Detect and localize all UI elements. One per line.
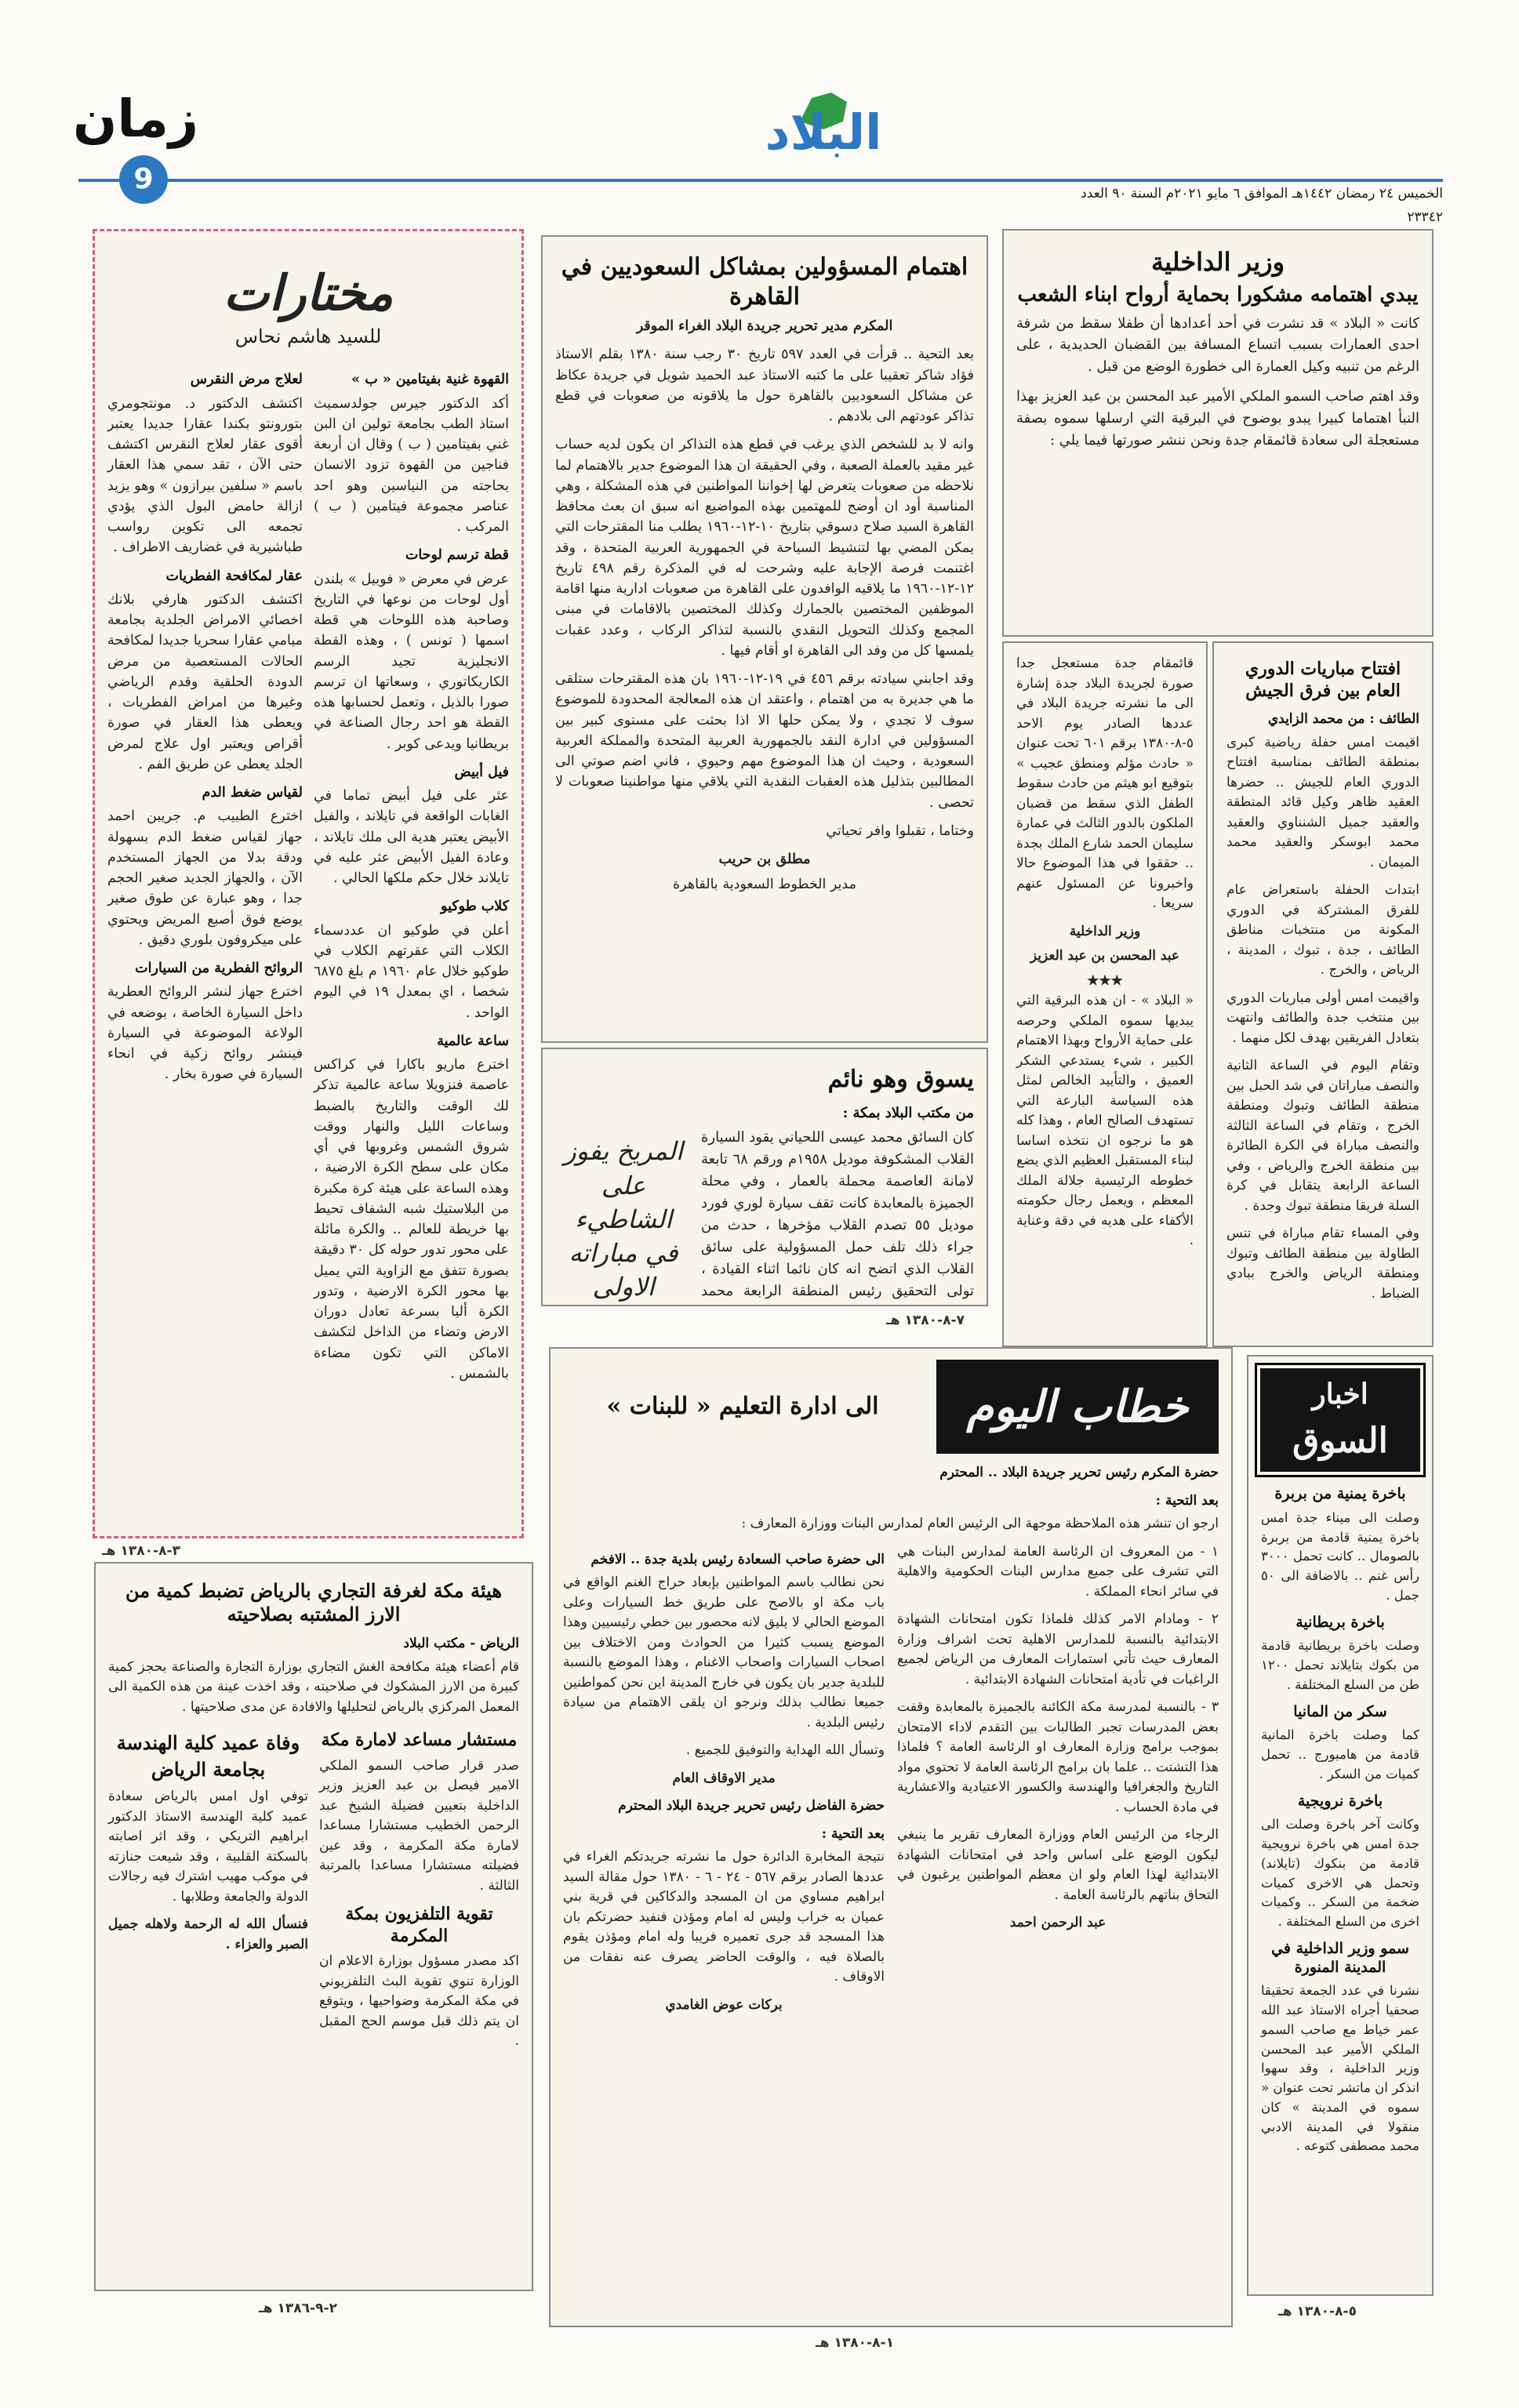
mukhtarat-title: مختارات [223, 264, 394, 321]
chamber-col-2: مستشار مساعد لامارة مكة صدر قرار صاحب السمو الملكي الامير فيصل بن عبد العزيز وزير الداخلية بتعيين فضيلة الشيخ عبد الرحمن الخطيب مستشارا مساعدا لامارة مكة المكرمة ، وقد عين فضيلته مستشارا مساعدا بالمرتبة الثالثة . تقوية التلفزيون بمكة المكرمة اكد مصدر مسؤول بوزارة الاعلام ان الوزارة تنوي تقوية البث التلفزيوني في مكة المكرمة وضواحيها ، ويتوقع ان يتم ذلك قبل موسم الحج المقبل . [319, 1730, 519, 2049]
market-banner: اخبار السوق [1255, 1363, 1426, 1477]
market-item: سمو وزير الداخلية في المدينة المنورة نشرنا في عدد الجمعة تحقيقا صحفيا أجراه الاستاذ عبد الله عمر خياط مع صاحب السمو الملكي الأمير عبد المحسن وزير الداخلية ، وقد سهوا انذكر ان ماتشر تحت عنوان « سموه في المدينة » كان منقولا في المدينة الادبي محمد مصطفى كتوعه . [1261, 1939, 1419, 2154]
logo-text: البلاد [765, 104, 882, 161]
mukhtarat-right [314, 361, 509, 1392]
market-item: باخرة بريطانية وصلت باخرة بريطانية قادمة من بكوك بتايلاند تحمل ١٢٠٠ طن من السلع المختلفة . [1261, 1613, 1419, 1692]
date-bottom-mid: ١-٨-١٣٨٠ هـ [816, 2335, 894, 2351]
cairo-article: اهتمام المسؤولين بمشاكل السعوديين في القاهرة المكرم مدير تحرير جريدة البلاد الغراء الموقر بعد التحية .. قرأت في العدد ٥٩٧ تاريخ ٣٠ رجب سنة ١٣٨٠ بقلم الاستاذ فؤاد شاكر تعقيبا على ما كتبه الاستاذ عبد الحميد شويل في جريدة عكاظ عن مشاكل السعوديين بالقاهرة حول ما يلاقونه من صعوبات في قطع تذاكر عودتهم الى بلادهم . وانه لا بد للشخص الذي يرغب في قطع هذه التذاكر ان يكون لديه حساب غير مقيد بالعملة الصعبة ، وفي الحقيقة ان هذا الموضوع جدير بالاهتمام لما نلاحظه من صعوبات يتعرض لها إخواننا المواطنين في هذه المشكلة ، وهي المناسبة أود ان أوضح للمهتمين بهذه المواضيع انه سبق ان بعث محافظ القاهرة السيد صلاح دسوقي بتاريخ ١٠-١٢-١٩٦٠ يطلب منا المقترحات التي يمكن المضي بها لتنشيط السياحة في الجمهورية العربية المتحدة ، وقد اغتنمت فرصة الإجابة عليه وشرحت له في المذكرة رقم ٤٩٨ تاريخ ١٢-١٢-١٩٦٠ ما يلاقيه الوافدون على القاهرة من صعوبات ادارية منها اقامة الموظفين المختصين بالجمارك وكذلك المختصين بالاقامات في مبنى المجمع وكذلك التحويل النقدي بالنسبة لتذاكر الركاب ، وعدد عقبات يلمسها كل من وفد الى القاهرة او أقام فيها . وقد اجابني سيادته برقم ٤٥٦ في ١٩-١٢-١٩٦٠ بان هذه المقترحات ستلقى ما هي جديرة به من اهتمام ، واعتقد ان هذه المعالجة المحدودة للموضوع سوف لا تجدي ، ولا يمكن حلها الا اذا بحثت على مستوى كبير بين المسؤولين في ادارة النقد بالجمهورية العربية المتحدة والمملكة العربية السعودية ، وحيث ان هذا الموضوع مهم وحيوي ، فاني اضم صوتي الى المطالبين بتذليل هذه العقبات النقدية التي يلاقي منها مواطنينا صعوبات لا تحصى . وختاما ، تقبلوا وافر تحياتي مطلق بن حريب مدير الخطوط السعودية بالقاهرة [541, 235, 988, 1043]
mk-item: لعلاج مرض النقرس اكتشف الدكتور د. مونتجومري بتورونتو بكندا عقارا جديدا يعتبر أقوى عقار لعلاج النقرس اكتشف حتى الآن ، تقد سمي هذا العقار باسم « سلفين بيرازون » وهو يزيد ازالة حامض البول الذي يؤدي تجمعه الى تكوين رواسب طباشيرية في غضاريف الاطراف . [107, 372, 303, 556]
date-bottom-left: ٢-٩-١٣٨٦ هـ [259, 2301, 337, 2316]
header-dateline: الخميس ٢٤ رمضان ١٤٤٢هـ الموافق ٦ مايو ٢٠٢١م السنة ٩٠ العدد ٢٣٣٤٢ [1081, 186, 1443, 225]
cairo-signature-title: مدير الخطوط السعودية بالقاهرة [673, 877, 856, 893]
wafat-box: وفاة عميد كلية الهندسة بجامعة الرياض توفي اول امس بالرياض سعادة عميد كلية الهندسة الاستاذ الدكتور ابراهيم التريكي ، وقد اثر اصابته بالسكتة القلبية ، وقد شيعت جنازته في موكب مهيب اشترك فيه رجالات الدولة والجامعة وطلابها . فنسأل الله له الرحمة ولاهله جميل الصبر والعزاء . [108, 1731, 308, 1952]
sleep-driver-article: يسوق وهو نائم من مكتب البلاد بمكة : كان السائق محمد عيسى اللحياني يقود السيارة القلاب المشكوفة موديل ١٩٥٨م ورقم ٦٨ تابعة لامانة العاصمة محملة بالعمار ، وفي محلة الجميزة بالمعابدة كانت تقف سيارة لوري فورد موديل ٥٥ تصدم القلاب مؤخرها ، حدث من جراء ذلك تلف حمل المسؤولية على سائق القلاب الذي اتضح انه كان نائما اثناء القيادة ، تولى التحقيق رئيس المنطقة الرابعة محمد المريخ يفوز على الشاطيء في مباراته الاولى [541, 1048, 988, 1306]
newspaper-logo [737, 86, 910, 165]
mk-item: قطة ترسم لوحات عرض في معرض « فوبيل » بلندن أول لوحات من نوعها في التاريخ وصاحبة هذه اللوحات هي قطة اسمها ( تونس ) ، وهذه القطة الانجليزية تجيد الرسم الكاريكاتوري ، وسعاتها ان ترسم صورا بالذيل ، وتعمل لحسابها هذه القطة هو احد رجال الصناعة في بريطانيا ويدعى كوبر . [314, 547, 509, 752]
page-number-badge: 9 [119, 155, 168, 204]
mukhtarat-left [107, 361, 303, 1392]
sports-date: ٧-٨-١٣٨٠ هـ [886, 1313, 965, 1328]
market-item: سكر من المانيا كما وصلت باخرة المانية قادمة من هامبورج .. تحمل كميات من السكر . [1261, 1702, 1419, 1781]
khitab-title: الى ادارة التعليم « للبنات » [606, 1393, 879, 1421]
sports-title: افتتاح مباريات الدوري العام بين فرق الجيش [1245, 659, 1401, 701]
khitab-col-1: ١ - من المعروف ان الرئاسة العامة لمدارس البنات هي التي تشرف على جميع مدارس البنات الحكومية والاهلية في سائر انحاء المملكة . ٢ - ومادام الامر كذلك فلماذا تكون امتحانات الشهادة الابتدائية بالنسبة للمدارس الاهلية تحت اشراف وزارة المعارف حيث تأتي استمارات المعارف من الرياض لجميع الراغبات في تأدية امتحانات الشهادة الابتدائية . ٣ - بالنسبة لمدرسة مكة الكائنة بالجميزة بالمعابدة وقفت بعض المدرسات تجبر الطالبات بين التقدم لاداء الامتحان بموجب برامج وزارة المعارف او الرئاسة العامة ؟ فلماذا هذا التشتت .. علما بان برامج الرئاسة العامة لا تحتوي مواد التاريخ والجغرافيا والهندسة والكسور الاعتيادية والاعشارية في مادة الحساب . الرجاء من الرئيس العام ووزارة المعارف تقرير ما ينبغي ليكون الوضع على اساس واحد في امتحانات الشهادة الابتدائية لهذا العام ولو ان معظم المواطنين يرغبون في التحاق بناتهم بالرئاسة العامة . عبد الرحمن احمد [897, 1543, 1219, 1930]
khitab-col-2: الى حضرة صاحب السعادة رئيس بلدية جدة .. الافخم نحن نطالب باسم المواطنين بإبعاد حراج الغنم الواقع في باب مكة او بالاصح على طريق خط السيارات وعلى الموضع الحالي لا يليق لانه محصور بين خطي رئيسيين وهذا الموضع يسبب كثيرا من الحوادث ومن الاختلاف بين اصحاب السيارات واصحاب الاغنام ، وهذا الموضع بالنسبة للبلدية جدير بان يكون في خارج المدينة اين نحن كمواطنين جميعا نطالب بذلك ونرجو ان يلقى الاهتمام من سيادة رئيس البلدية . وتسأل الله الهداية والتوفيق للجميع . مدير الاوقاف العام حضرة الفاضل رئيس تحرير جريدة البلاد المحترم بعد التحية : نتيجة المخابرة الدائرة حول ما نشرته جريدتكم الغراء في عددها الصادر برقم ٥٦٧ - ٢٤ - ٦ - ١٣٨٠ حول مقالة السيد ابراهيم مساوي من ان المسجد والدكاكين في قرية بني عميان به خراب وليس له امام ومؤذن فنفيد حضرتكم بان هذا المسجد قد جرى تعميره فريبا وله امام ومؤذن يقوم بالصلاة فيه ، والوقت الحاضر يصرف عنه نفقات من الاوقاف . بركات عوض الغامدي [563, 1551, 885, 2013]
sports-article: افتتاح مباريات الدوري العام بين فرق الجيش الطائف : من محمد الزايدي اقيمت امس حفلة رياضية كبرى بمنطقة الطائف بمناسبة افتتاح الدوري العام للجيش .. حضرها العقيد ظاهر وكيل قائد المنطقة والعقيد جميل الشنناوي والعقيد محمد ابوسكر والعقيد محمد الميمان . ابتدات الحفلة باستعراض عام للفرق المشتركة في الدوري المكونة من منتخبات مناطق الطائف ، جدة ، تبوك ، المدينة ، الرياض ، والخرج . واقيمت امس أولى مباريات الدوري بين منتخب جدة والطائف وانتهت بتعادل الفريقين بهدف لكل منهما . وتقام اليوم في الساعة الثانية والنصف مباراتان في شد الحبل بين منطقة الطائف وتبوك ومنطقة الخرج ، وتقام في الساعة الثالثة والنصف مباراة في الكرة الطائرة بين منطقة الخرج والرياض ، وفي الساعة الرابعة يتقابل في كرة السلة فريقا منطقة تبوك وجدة . وفي المساء تقام مباراة في تنس الطاولة بين منطقة الطائف وتبوك ومنطقة الرياض والخرج ببادي الضباط . [1212, 641, 1434, 1347]
mk-item: الروائح الفطرية من السيارات اخترع جهاز لنشر الروائح العطرية داخل السيارة الخاصة ، بوضعه في الولاعة الموضوعة في السيارة فينشر روائح زكية في انحاء السيارة في صورة بخار . [107, 961, 303, 1083]
mk-item: ساعة عالمية اخترع ماريو باكارا في كراكس عاصمة فنزويلا ساعة عالمية تذكر لك الوقت والتاريخ بالضبط وساعات الليل والنهار ووقت شروق الشمس وغروبها في أي مكان على سطح الكرة الارضية ، وهذه الساعة على هيئة كرة مكبرة من البلاستيك شبه الشفاف تحيط بها خريطة للعالم .. والكرة مائلة على محور تدور حوله كل ٣٠ دقيقة بصورة تتفق مع الزاوية التي يميل بها محور الكرة الارضية ، وتدور الكرة أليا بسرعة تعادل دوران الارض وتضاء من الداخل لتكشف الاماكن التي تكون مضاءة بالشمس . [314, 1033, 509, 1382]
mk-item: كلاب طوكيو أعلن في طوكيو ان عددسماء الكلاب التي عقرتهم الكلاب في طوكيو خلال عام ١٩٦٠ م بلغ ٦٨٧٥ شخصا ، اي بمعدل ١٩ في اليوم الواحد . [314, 899, 509, 1021]
interior-continued: قائمقام جدة مستعجل جدا صورة لجريدة البلاد جدة إشارة الى ما نشرته جريدة البلاد في عددها الصادر يوم الاحد ٥-٨-١٣٨٠ برقم ٦٠١ تحت عنوان « حادث مؤلم ومنطق عجيب » بتوقيع ابو هيثم من حادث سقوط الطفل الذي سقط من قضبان الملكون بالدور الثالث في عمارة سليمان الحمد شارع الملك بجدة .. حققوا في هذا الموضوع حالا واخبرونا عن المسئول عنهم سريعا . وزير الداخلية عبد المحسن بن عبد العزيز ★★★ « البلاد » - ان هذه البرقية التي يبديها سموه الملكي وحرصه على حماية الأرواح وبهذا الاهتمام الكبير ، شيء يستدعي الشكر العميق ، والتأييد الخالص لمثل هذه السياسة البارعة التي تستهدف الصالح العام ، وهذا كله هو ما نرجوه ان نتخذه اساسا لبناء المستقبل العظيم الذي يضع خطوطه الرئيسية جلالة الملك المعظم ، ويعمل رجال حكومته الأكفاء على هديه في دقة وعناية . [1002, 641, 1208, 1347]
date-bottom-right: ٥-٨-١٣٨٠ هـ [1278, 2304, 1357, 2319]
market-column [1247, 1355, 1434, 2296]
cairo-signature: مطلق بن حريب [718, 852, 811, 867]
market-item: باخرة يمنية من بربرة وصلت الى ميناء جدة امس باخرة يمنية قادمة من بربرة بالصومال .. كانت تحمل ٣٠٠٠ رأس غنم .. بالاضافة الى ٥٠ جمل . [1261, 1485, 1419, 1603]
mk-item: عقار لمكافحة الفطريات اكتشف الدكتور هارفي بلانك اخصائي الامراض الجلدية بجامعة ميامي عقارا سحريا جديدا لمكافحة الحالات المستعصية من مرض الدودة الحلقية وقدم الرياضي وغيرها من امراض الفطريات ، ويعطى هذا العقار في صورة أقراص ويعتبر اول علاج لمرض الجلد يعطى عن طريق الفم . [107, 568, 303, 772]
mukhtarat-author: للسيد هاشم نحاس [234, 325, 382, 348]
side-headline: المريخ يفوز على الشاطيء في مباراته الاولى [564, 1136, 683, 1302]
khitab-article: خطاب اليوم الى ادارة التعليم « للبنات » حضرة المكرم رئيس تحرير جريدة البلاد .. المحترم بعد التحية : ارجو ان تنشر هذه الملاحظة موجهة الى الرئيس العام لمدارس البنات ووزارة المعارف : ١ - من المعروف ان الرئاسة العامة لمدارس البنات هي التي تشرف على جميع مدارس البنات الحكومية والاهلية في سائر انحاء المملكة . ٢ - ومادام الامر كذلك فلماذا تكون امتحانات الشهادة الابتدائية بالنسبة للمدارس الاهلية تحت اشراف وزارة المعارف حيث تأتي استمارات المعارف من الرياض لجميع الراغبات في تأدية امتحانات الشهادة الابتدائية . ٣ - بالنسبة لمدرسة مكة الكائنة بالجميزة بالمعابدة وقفت بعض المدرسات تجبر الطالبات بين التقدم لاداء الامتحان بموجب برامج وزارة المعارف او الرئاسة العامة ؟ فلماذا هذا التشتت .. علما بان برامج الرئاسة العامة لا تحتوي مواد التاريخ والجغرافيا والهندسة والكسور الاعتيادية والاعشارية في مادة الحساب . الرجاء من الرئيس العام ووزارة المعارف تقرير ما ينبغي ليكون الوضع على اساس واحد في امتحانات الشهادة الابتدائية لهذا العام ولو ان معظم المواطنين يرغبون في التحاق بناتهم بالرئاسة العامة . عبد الرحمن احمد الى حضرة صاحب السعادة رئيس بلدية جدة .. الافخم نحن نطالب باسم المواطنين بإبعاد حراج الغنم الواقع في باب مكة او بالاصح على طريق خط السيارات وعلى الموضع الحالي لا يليق لانه محصور بين خطي رئيسيين وهذا الموضع يسبب كثيرا من الحوادث ومن الاختلاف بين اصحاب السيارات واصحاب الاغنام ، وهذا الموضع بالنسبة للبلدية جدير بان يكون في خارج المدينة اين نحن كمواطنين جميعا نطالب بذلك ونرجو ان يلقى الاهتمام من سيادة رئيس البلدية . وتسأل الله الهداية والتوفيق للجميع . مدير الاوقاف العام حضرة الفاضل رئيس تحرير جريدة البلاد المحترم بعد التحية : نتيجة المخابرة الدائرة حول ما نشرته جريدتكم الغراء في عددها الصادر برقم ٥٦٧ - ٢٤ - ٦ - ١٣٨٠ حول مقالة السيد ابراهيم مساوي من ان المسجد والدكاكين في قرية بني عميان به خراب وليس له امام ومؤذن فنفيد حضرتكم بان هذا المسجد قد جرى تعميره فريبا وله امام ومؤذن يقوم بالصلاة فيه ، والوقت الحاضر يصرف عنه نفقات من الاوقاف . بركات عوض الغامدي [549, 1347, 1233, 2327]
mk-item: القهوة غنية بفيتامين « ب » أكد الدكتور جيرس جولدسميث استاذ الطب بجامعة تولين ان البن غني بفيتامين ( ب ) وقال ان أربعة فناجين من القهوة تزود الانسان بحاجته من النياسين وهو احد عناصر مجموعة فيتامين ( ب ) المركب . [314, 372, 509, 536]
mukhtarat-date: ٣-٨-١٣٨٠ هـ [102, 1543, 180, 1559]
chamber-title: هيئة مكة لغرفة التجاري بالرياض تضبط كمية من الارز المشتبه بصلاحيته [125, 1579, 502, 1625]
section-title: زمان [73, 89, 198, 149]
cairo-title: اهتمام المسؤولين بمشاكل السعوديين في القاهرة [561, 253, 968, 311]
interior-article: وزير الداخلية يبدي اهتمامه مشكورا بحماية أرواح ابناء الشعب كانت « البلاد » قد نشرت في أحد أعدادها أن طفلا سقط من شرفة احدى العمارات بسبب اتساع المسافة بين القضبان الحديدية ، على الرغم من تنبيه وكيل العمارة الى خطورة الوضع من قبل . وقد اهتم صاحب السمو الملكي الأمير عبد المحسن بن عبد العزيز بهذا النبأ اهتماما كبيرا يبدو بوضوح في البرقية التي ارسلها سموه بصفة مستعجلة الى سعادة قائمقام جدة ونحن ننشر صورتها فيما يلي : [1002, 229, 1434, 637]
market-item: باخرة نرويجية وكانت آخر باخرة وصلت الى جدة امس هي باخرة نرويجية قادمة من بنكوك (تايلاند) وتحمل هي الاخرى كميات ضخمة من السكر .. وكميات اخرى من السلع المختلفة . [1261, 1792, 1419, 1929]
sleep-title: يسوق وهو نائم [827, 1066, 974, 1093]
mk-item: فيل أبيض عثر على فيل أبيض تماما في الغابات الواقعة في تايلاند ، والفيل الأبيض يعتبر هدية الى ملك تايلاند ، وعادة الفيل الأبيض عثر عليه في تايلاند خلال حكم ملكها الحالي . [314, 764, 509, 887]
interior-subtitle: يبدي اهتمامه مشكورا بحماية أرواح ابناء الشعب [1017, 283, 1419, 307]
khitab-banner: خطاب اليوم [936, 1360, 1219, 1454]
mk-item: لقياس ضغط الدم اخترع الطبيب م. جريبن احمد جهاز لقياس ضغط الدم بسهولة ودقة بدلا من الجهاز المستخدم الآن ، والجهاز الجديد صغير الحجم جدا ، وهو عبارة عن طوق صغير يوضع فوق أصبع المريض ويحتوي على ميكروفون بلوري دقيق . [107, 785, 303, 948]
chamber-article: هيئة مكة لغرفة التجاري بالرياض تضبط كمية من الارز المشتبه بصلاحيته الرياض - مكتب البلاد قام أعضاء هيئة مكافحة الغش التجاري بوزارة التجارة والصناعة بحجز كمية كبيرة من الارز المشكوك في صلاحيته ، وقد اخذت عينة من هذه الكمية الى المعمل المركزي بالرياض لتحليلها والافادة عن مدى صلاحيتها . مستشار مساعد لامارة مكة صدر قرار صاحب السمو الملكي الامير فيصل بن عبد العزيز وزير الداخلية بتعيين فضيلة الشيخ عبد الرحمن الخطيب مستشارا مساعدا لامارة مكة المكرمة ، وقد عين فضيلته مستشارا مساعدا بالمرتبة الثالثة . تقوية التلفزيون بمكة المكرمة اكد مصدر مسؤول بوزارة الاعلام ان الوزارة تنوي تقوية البث التلفزيوني في مكة المكرمة وضواحيها ، ويتوقع ان يتم ذلك قبل موسم الحج المقبل . وفاة عميد كلية الهندسة بجامعة الرياض توفي اول امس بالرياض سعادة عميد كلية الهندسة الاستاذ الدكتور ابراهيم التريكي ، وقد اثر اصابته بالسكتة القلبية ، وقد شيعت جنازته في موكب مهيب اشترك فيه رجالات الدولة والجامعة وطلابها . فنسأل الله له الرحمة ولاهله جميل الصبر والعزاء . [94, 1562, 533, 2291]
interior-title: وزير الداخلية [1150, 247, 1285, 277]
mukhtarat-column [93, 229, 524, 1538]
